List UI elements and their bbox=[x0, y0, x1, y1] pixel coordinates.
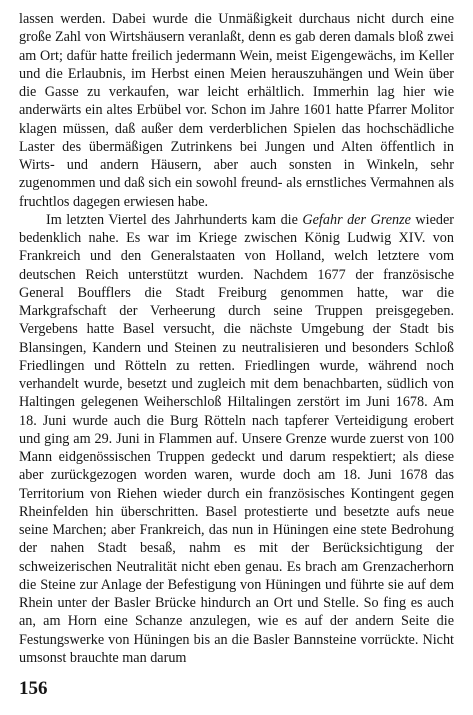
emphasized-text: Gefahr der Grenze bbox=[302, 211, 411, 228]
body-text bbox=[19, 10, 454, 667]
paragraph bbox=[19, 10, 454, 211]
paragraph-text: wieder bedenklich nahe. Es war im Kriege zwischen König Ludwig XIV. von Frankreich und den Generalstaaten von Holland, welch letztere vom deutschen Reich unterstützt wurden. Nachdem 1677 der französische General Boufflers die Stadt Freiburg genommen hatte, war die Markgrafschaft der Verheerung durch seine Truppen preisgegeben. Vergebens hatte Basel versucht, die nächste Umgebung der Stadt bis Blansingen, Kandern und Steinen zu neutralisieren und besonders Schloß Friedlingen und Rötteln zu retten. Friedlingen wurde, während noch verhandelt wurde, besetzt und zugleich mit dem benachbarten, südlich von Haltingen gelegenen Weiherschloß Hiltalingen zerstört im Juni 1678. Am 18. Juni wurde auch die Burg Rötteln nach tapferer Verteidigung erobert und ging am 29. Juni in Flammen auf. Unsere Grenze wurde zuerst von 100 Mann eidgenössischen Truppen gedeckt und darum respektiert; als diese aber zurückgezogen worden waren, wurde doch am 18. Juni 1678 das Territorium von Riehen wieder durch ein französisches Kontingent gegen Rheinfelden hin überschritten. Basel protestierte und besetzte aufs neue seine Marchen; aber Frankreich, das nun in Hüningen eine stete Bedrohung der nahen Stadt besaß, nahm es mit der Berücksichtigung der schweizerischen Neutralität nicht eben genau. Es brach am Grenzacherhorn die Steine zur Anlage der Befestigung von Hüningen und führte sie auf dem Rhein unter der Basler Brücke hindurch an Ort und Stelle. So fing es auch an, am Horn eine Schanze anzulegen, wie es auf der andern Seite die Festungswerke von Hüningen bis an die Basler Bannsteine vorrückte. Nicht umsonst brauchte man darum bbox=[19, 211, 454, 666]
page-number: 156 bbox=[19, 678, 48, 699]
paragraph bbox=[19, 211, 454, 667]
paragraph-text: lassen werden. Dabei wurde die Unmäßigkeit durchaus nicht durch eine große Zahl von Wirtshäusern veranlaßt, denn es gab deren damals bloß zwei am Ort; dafür hatte freilich jedermann Wein, meist Eigengewächs, im Keller und die Erlaubnis, im Herbst einen Meien herauszuhängen und Wein über die Gasse zu verkaufen, war leicht erhältlich. Immerhin lag hier wie anderwärts ein altes Erbübel vor. Schon im Jahre 1601 hatte Pfarrer Molitor klagen müssen, daß außer dem verderblichen Spielen das hochschädliche Laster des übermäßigen Zutrinkens bei Jungen und Alten öffentlich in Wirts- und andern Häusern, aber auch sonsten in Winkeln, sehr zugenommen und daß sich ein sowohl freund- als ernstliches Vermahnen als fruchtlos dagegen erwiesen habe. bbox=[19, 11, 454, 210]
paragraph-text: Im letzten Viertel des Jahrhunderts kam die bbox=[46, 211, 303, 228]
